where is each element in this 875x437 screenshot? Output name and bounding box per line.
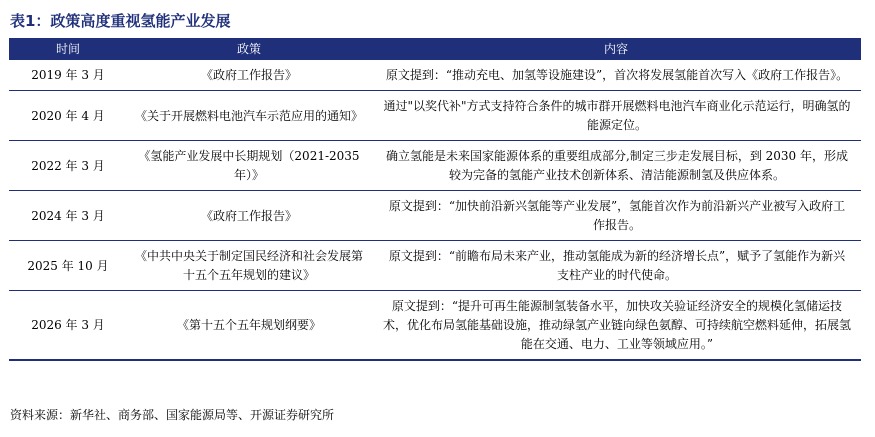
cell-time: 2024 年 3 月 bbox=[9, 191, 127, 241]
cell-policy: 《氢能产业发展中长期规划（2021-2035 年）》 bbox=[127, 141, 371, 191]
cell-content: 原文提到：“前瞻布局未来产业，推动氢能成为新的经济增长点”，赋予了氢能作为新兴支柱产业的时代使命。 bbox=[371, 241, 861, 291]
cell-time: 2026 年 3 月 bbox=[9, 291, 127, 361]
cell-content: 确立氢能是未来国家能源体系的重要组成部分,制定三步走发展目标，到 2030 年，形成较为完备的氢能产业技术创新体系、清洁能源制氢及供应体系。 bbox=[371, 141, 861, 191]
cell-content: 原文提到：“推动充电、加氢等设施建设”，首次将发展氢能首次写入《政府工作报告》。 bbox=[371, 60, 861, 91]
table-row bbox=[9, 60, 861, 91]
cell-policy: 《关于开展燃料电池汽车示范应用的通知》 bbox=[127, 91, 371, 141]
table-row bbox=[9, 91, 861, 141]
source-note: 资料来源：新华社、商务部、国家能源局等、开源证券研究所 bbox=[10, 408, 335, 422]
cell-time: 2020 年 4 月 bbox=[9, 91, 127, 141]
table-row bbox=[9, 141, 861, 191]
header-policy: 政策 bbox=[127, 38, 371, 60]
table-header-row bbox=[9, 38, 861, 60]
cell-policy: 《政府工作报告》 bbox=[127, 191, 371, 241]
cell-content: 原文提到：“提升可再生能源制氢装备水平，加快攻关验证经济安全的规模化氢储运技术，优化布局氢能基础设施，推动绿氢产业链向绿色氨醇、可持续航空燃料延伸，拓展氢能在交通、电力、工业等领域应用。” bbox=[371, 291, 861, 361]
cell-content: 通过"以奖代补"方式支持符合条件的城市群开展燃料电池汽车商业化示范运行，明确氢的能源定位。 bbox=[371, 91, 861, 141]
cell-time: 2025 年 10 月 bbox=[9, 241, 127, 291]
cell-time: 2019 年 3 月 bbox=[9, 60, 127, 91]
table-row bbox=[9, 241, 861, 291]
table-row bbox=[9, 191, 861, 241]
table-title: 表1：政策高度重视氢能产业发展 bbox=[10, 12, 231, 30]
cell-policy: 《政府工作报告》 bbox=[127, 60, 371, 91]
cell-time: 2022 年 3 月 bbox=[9, 141, 127, 191]
table-row bbox=[9, 291, 861, 361]
cell-policy: 《中共中央关于制定国民经济和社会发展第十五个五年规划的建议》 bbox=[127, 241, 371, 291]
header-content: 内容 bbox=[371, 38, 861, 60]
policy-table bbox=[9, 38, 861, 361]
cell-content: 原文提到：“加快前沿新兴氢能等产业发展”，氢能首次作为前沿新兴产业被写入政府工作报告。 bbox=[371, 191, 861, 241]
header-time: 时间 bbox=[9, 38, 127, 60]
cell-policy: 《第十五个五年规划纲要》 bbox=[127, 291, 371, 361]
